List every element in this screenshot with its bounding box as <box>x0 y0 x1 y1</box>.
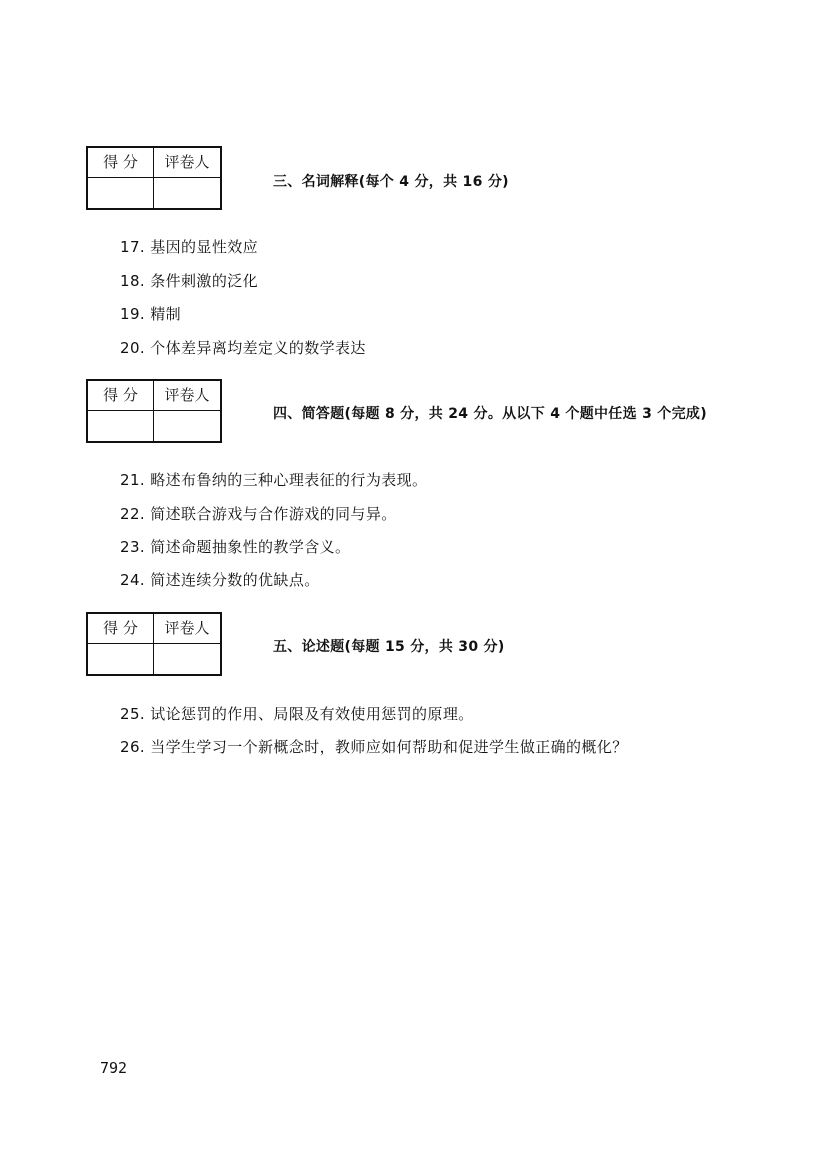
question-24: 24. 简述连续分数的优缺点。 <box>120 571 320 589</box>
score-box-section-4 <box>86 379 222 443</box>
question-25: 25. 试论惩罚的作用、局限及有效使用惩罚的原理。 <box>120 705 474 723</box>
score-label: 得 分 <box>88 614 154 644</box>
section-title-3: 三、名词解释(每个 4 分，共 16 分) <box>273 174 509 190</box>
score-cell <box>88 411 154 441</box>
grader-cell <box>154 411 220 441</box>
question-18: 18. 条件刺激的泛化 <box>120 272 259 290</box>
question-19: 19. 精制 <box>120 305 182 323</box>
score-label: 得 分 <box>88 148 154 178</box>
question-26: 26. 当学生学习一个新概念时，教师应如何帮助和促进学生做正确的概化？ <box>120 738 628 756</box>
grader-cell <box>154 178 220 208</box>
page-number: 792 <box>100 1059 128 1077</box>
grader-label: 评卷人 <box>154 148 220 178</box>
score-box-section-5 <box>86 612 222 676</box>
question-21: 21. 略述布鲁纳的三种心理表征的行为表现。 <box>120 471 428 489</box>
grader-cell <box>154 644 220 674</box>
section-title-5: 五、论述题(每题 15 分，共 30 分) <box>273 639 505 655</box>
score-box-section-3 <box>86 146 222 210</box>
grader-label: 评卷人 <box>154 381 220 411</box>
question-20: 20. 个体差异离均差定义的数学表达 <box>120 339 366 357</box>
question-22: 22. 简述联合游戏与合作游戏的同与异。 <box>120 505 397 523</box>
question-23: 23. 简述命题抽象性的教学含义。 <box>120 538 351 556</box>
score-cell <box>88 644 154 674</box>
question-17: 17. 基因的显性效应 <box>120 238 259 256</box>
grader-label: 评卷人 <box>154 614 220 644</box>
section-title-4: 四、简答题(每题 8 分，共 24 分。从以下 4 个题中任选 3 个完成) <box>273 406 707 422</box>
score-cell <box>88 178 154 208</box>
score-label: 得 分 <box>88 381 154 411</box>
